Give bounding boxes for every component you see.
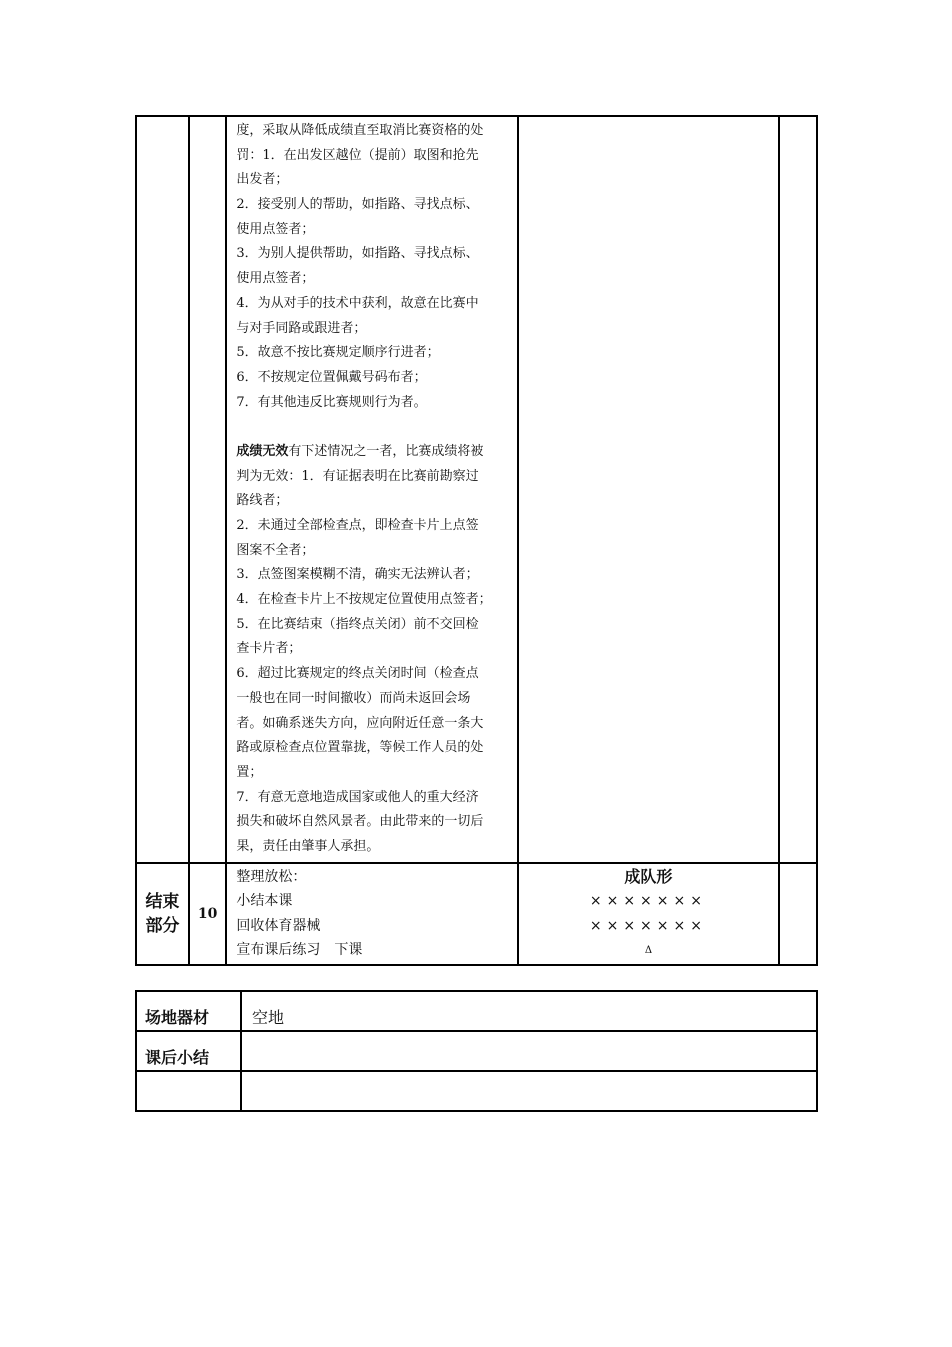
organization-cell-empty (518, 116, 779, 863)
formation-row: ××××××× (589, 917, 707, 934)
end-content-line: 小结本课 (236, 893, 293, 910)
invalid-line: 果，责任由肇事人承担。 (236, 838, 380, 854)
summary-table (135, 990, 818, 1112)
penalty-line: 3．为别人提供帮助，如指路、寻找点标、 (236, 246, 479, 262)
end-section-content-cell (226, 863, 517, 965)
invalid-line: 7．有意无意地造成国家或他人的重大经济 (236, 789, 479, 805)
penalty-line: 度，采取从降低成绩直至取消比赛资格的处 (236, 123, 484, 138)
duration-cell-empty (189, 116, 226, 863)
formation-cell (518, 863, 779, 965)
formation-title: 成队形 (624, 866, 673, 886)
end-section-row (136, 863, 817, 965)
end-section-label (136, 863, 189, 965)
reflection-label: 课后小结 (136, 1031, 241, 1071)
teacher-mark: Δ (644, 944, 653, 956)
end-content-line: 整理放松： (236, 868, 307, 885)
formation-row: ××××××× (589, 892, 707, 909)
reflection-value-empty (241, 1031, 817, 1071)
rules-content-cell (226, 116, 517, 863)
invalid-heading: 成绩无效 (236, 443, 289, 459)
end-content-line: 宣布课后练习 下课 (236, 942, 363, 959)
invalid-first-line (236, 440, 510, 465)
lesson-plan-table (135, 115, 818, 966)
penalty-line: 出发者； (236, 172, 289, 188)
notes-cell-empty (779, 116, 817, 863)
invalid-first-line-rest: 有下述情况之一者，比赛成绩将被 (288, 443, 484, 459)
invalid-line: 3．点签图案模糊不清，确实无法辨认者； (236, 567, 479, 583)
venue-label: 场地器材 (136, 991, 241, 1031)
invalid-line: 5．在比赛结束（指终点关闭）前不交回检 (236, 616, 479, 632)
invalid-line: 路或原检查点位置靠拢，等候工作人员的处 (236, 740, 484, 756)
end-section-label-line2: 部分 (145, 915, 180, 936)
penalty-line: 7．有其他违反比赛规则行为者。 (236, 394, 427, 410)
end-notes-cell-empty (779, 863, 817, 965)
venue-row (136, 991, 817, 1031)
invalid-line: 2．未通过全部检查点，即检查卡片上点签 (236, 518, 479, 533)
blank-label-empty (136, 1071, 241, 1111)
blank-value-empty (241, 1071, 817, 1111)
penalty-line: 4．为从对手的技术中获利，故意在比赛中 (236, 295, 479, 311)
penalty-line: 罚：1．在出发区越位（提前）取图和抢先 (236, 147, 479, 163)
invalid-line: 路线者； (236, 493, 289, 509)
blank-row (136, 1071, 817, 1111)
section-cell-empty (136, 116, 189, 863)
invalid-line: 图案不全者； (236, 542, 315, 558)
invalid-line: 置； (236, 764, 263, 780)
penalty-line: 使用点签者； (236, 271, 315, 287)
invalid-line: 者。如确系迷失方向，应向附近任意一条大 (236, 715, 484, 731)
invalid-line: 一般也在同一时间撤收）而尚未返回会场 (236, 690, 471, 706)
end-section-label-line1: 结束 (145, 891, 180, 912)
end-section-content (227, 864, 516, 964)
end-content-line: 回收体育器械 (236, 917, 321, 934)
penalty-line: 6．不按规定位置佩戴号码布者； (236, 369, 427, 385)
penalty-line: 2．接受别人的帮助，如指路、寻找点标、 (236, 197, 479, 213)
invalid-line: 4．在检查卡片上不按规定位置使用点签者； (236, 592, 492, 608)
penalty-line: 与对手同路或跟进者； (236, 320, 367, 336)
rules-text (227, 117, 516, 862)
reflection-row (136, 1031, 817, 1071)
invalid-line: 判为无效：1．有证据表明在比赛前勘察过 (236, 468, 479, 484)
blank-line (236, 415, 510, 440)
venue-value: 空地 (241, 991, 817, 1031)
rules-row (136, 116, 817, 863)
invalid-line: 查卡片者； (236, 641, 302, 657)
invalid-line: 6．超过比赛规定的终点关闭时间（检查点 (236, 666, 479, 682)
penalty-line: 使用点签者； (236, 221, 315, 237)
invalid-line: 损失和破坏自然风景者。由此带来的一切后 (236, 814, 484, 830)
end-section-duration: 10 (189, 863, 226, 965)
penalty-line: 5．故意不按比赛规定顺序行进者； (236, 345, 440, 361)
